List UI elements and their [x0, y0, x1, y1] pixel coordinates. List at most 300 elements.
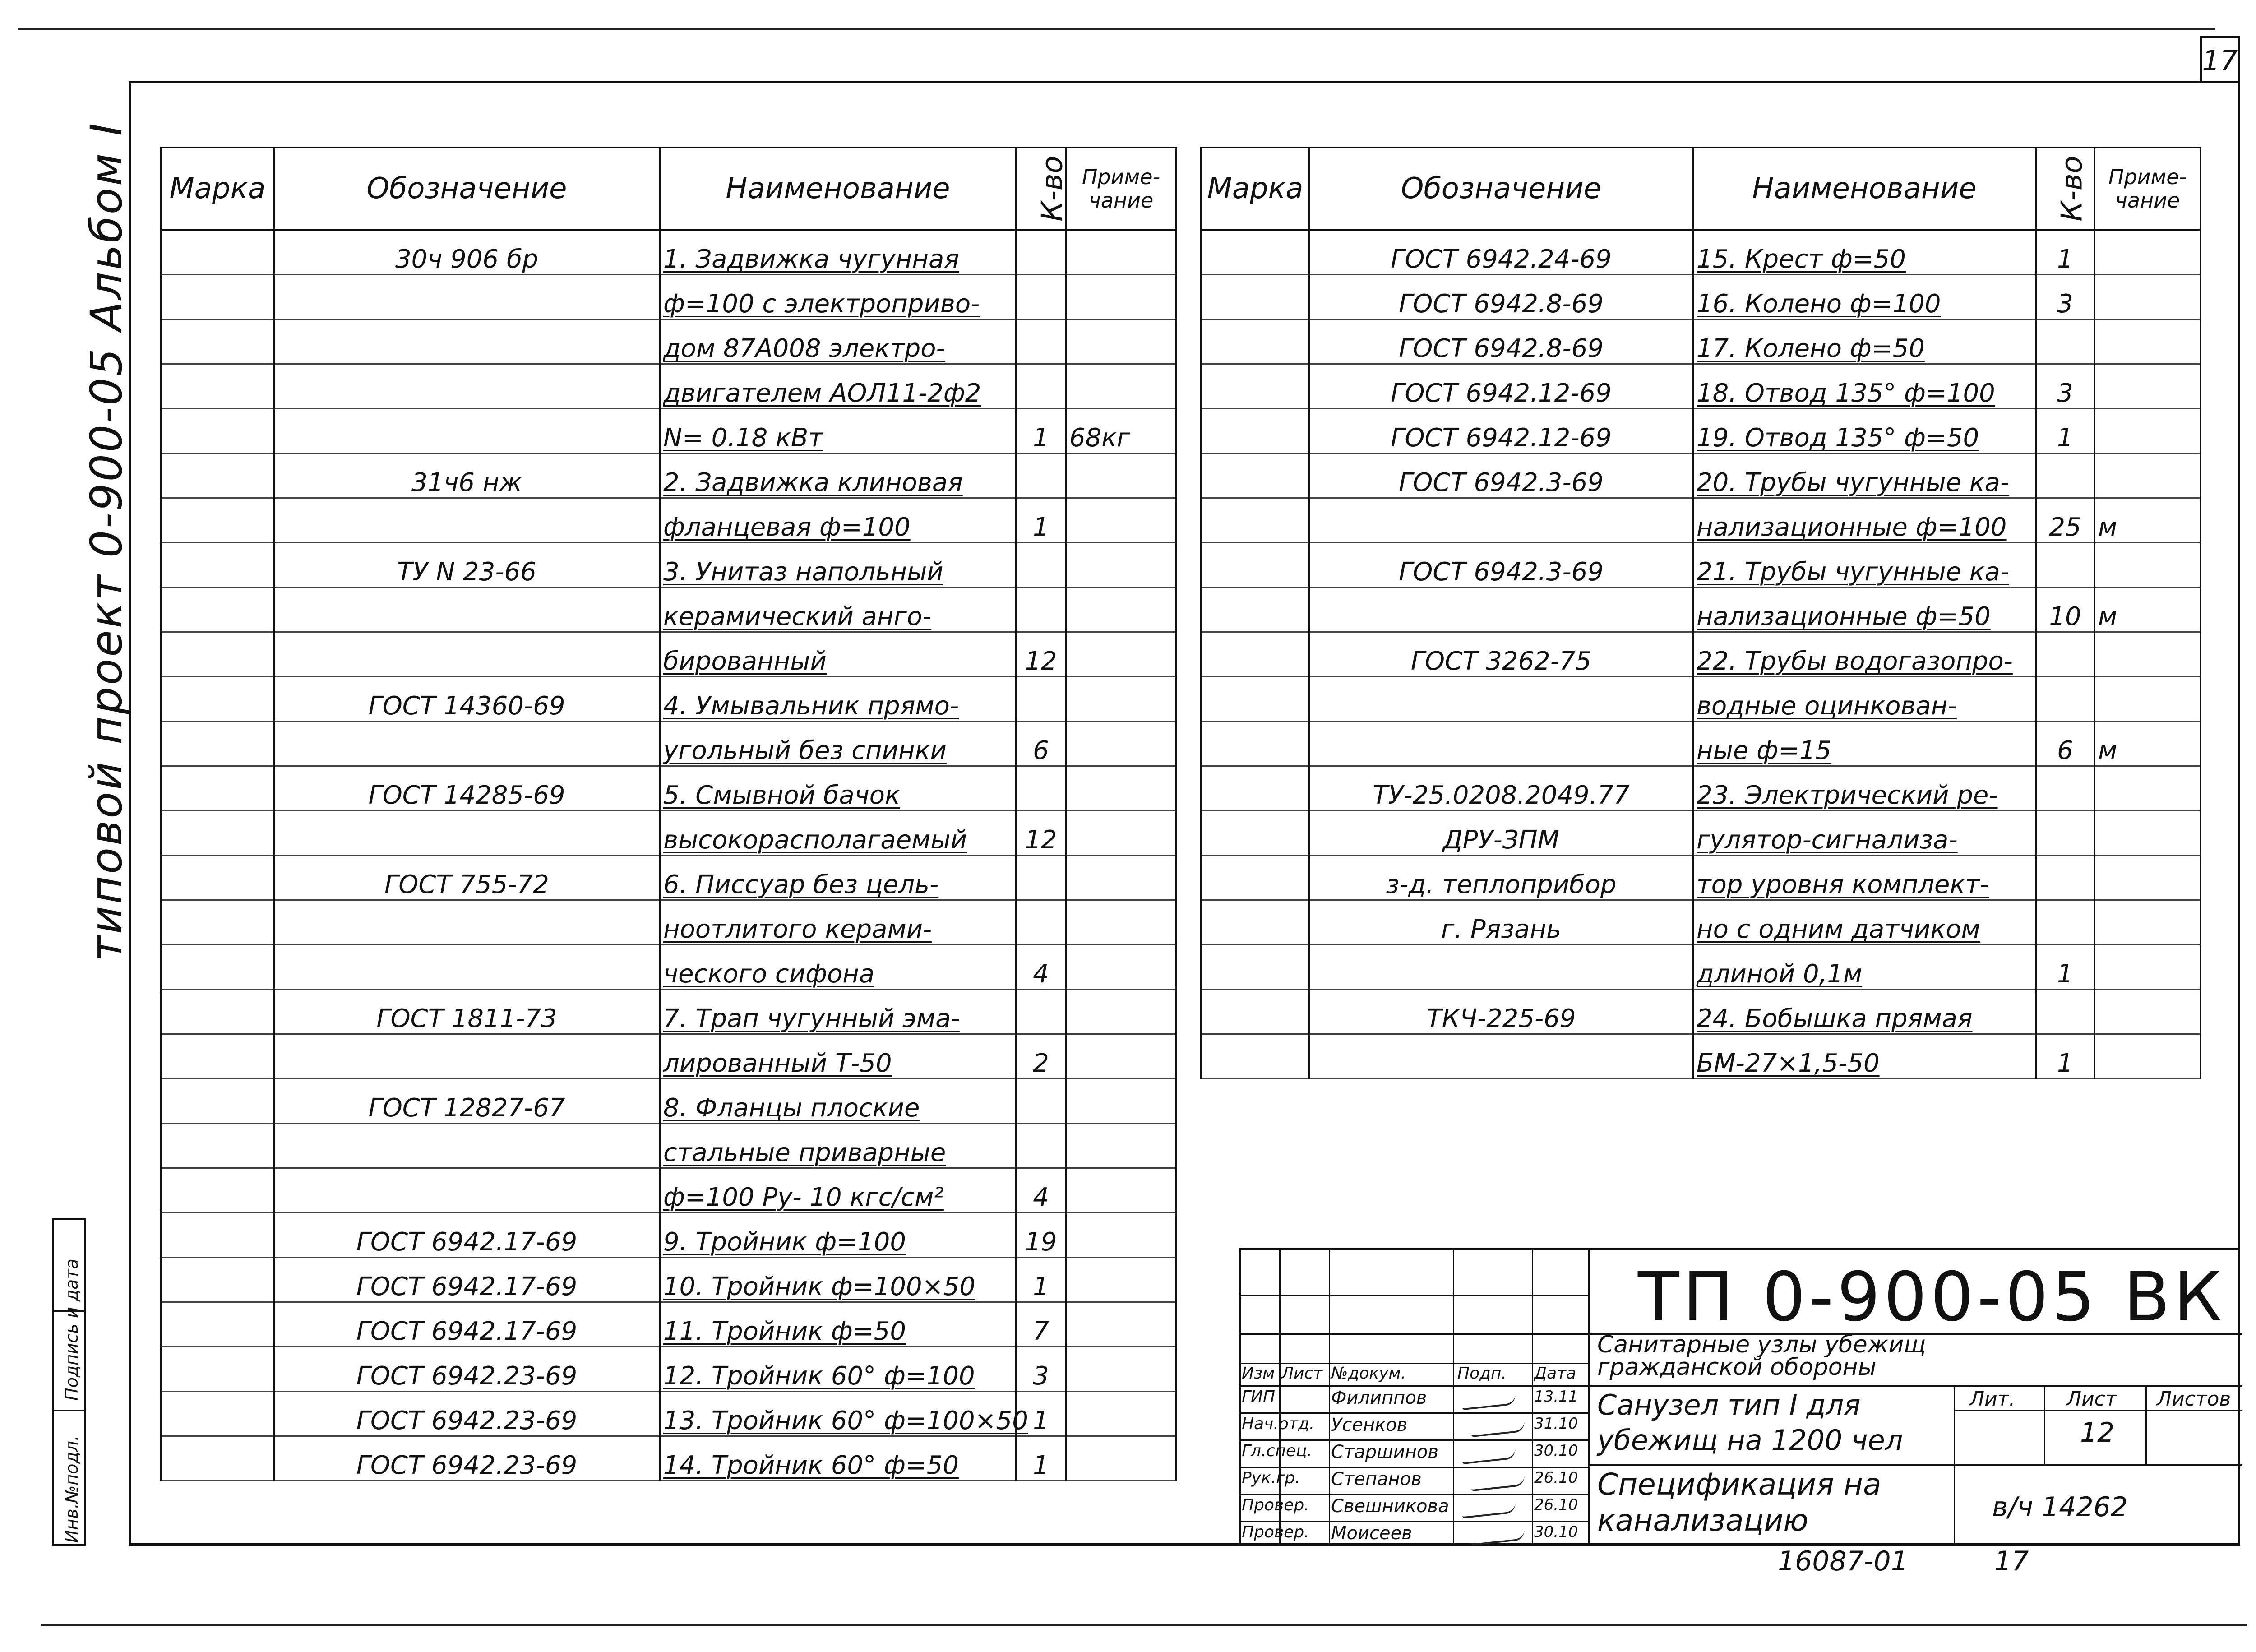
cell-kvo — [2036, 543, 2094, 588]
col-podp: Подп. — [1457, 1364, 1507, 1383]
cell-kvo: 1 — [1016, 498, 1066, 543]
cell-naimenovanie: стальные приварные — [660, 1124, 1016, 1168]
cell-primechanie — [2094, 230, 2201, 275]
cell-naimenovanie: 24. Бобышка прямая — [1693, 990, 2036, 1034]
table-row — [161, 722, 1176, 766]
cell-oboznachenie — [274, 275, 660, 319]
signer-date: 30.10 — [1534, 1442, 1578, 1460]
cell-kvo: 3 — [2036, 275, 2094, 319]
table-row — [161, 1302, 1176, 1347]
cell-naimenovanie: керамический анго- — [660, 588, 1016, 632]
cell-kvo: 2 — [1016, 1034, 1066, 1079]
cell-kvo — [2036, 900, 2094, 945]
cell-primechanie: 68кг — [1066, 409, 1176, 453]
cell-naimenovanie: угольный без спинки — [660, 722, 1016, 766]
cell-primechanie — [2094, 409, 2201, 453]
list-label: Лист — [2066, 1388, 2117, 1411]
cell-oboznachenie — [1309, 677, 1693, 722]
header-primechanie: Приме- чание — [1066, 148, 1176, 230]
table-row — [161, 588, 1176, 632]
cell-primechanie — [1066, 766, 1176, 811]
cell-primechanie: м — [2094, 498, 2201, 543]
signature-mark — [1470, 1529, 1526, 1546]
cell-marka — [161, 1213, 274, 1258]
cell-marka — [161, 275, 274, 319]
cell-marka — [1201, 588, 1309, 632]
cell-oboznachenie — [274, 900, 660, 945]
table-row — [1201, 498, 2201, 543]
cell-kvo — [1016, 364, 1066, 409]
cell-oboznachenie: ГОСТ 6942.17-69 — [274, 1302, 660, 1347]
cell-marka — [1201, 319, 1309, 364]
cell-marka — [161, 1168, 274, 1213]
cell-marka — [161, 1347, 274, 1392]
cell-kvo — [2036, 990, 2094, 1034]
table-row — [1201, 632, 2201, 677]
cell-kvo — [1016, 453, 1066, 498]
cell-primechanie — [2094, 811, 2201, 856]
cell-oboznachenie: ГОСТ 3262-75 — [1309, 632, 1693, 677]
spec-table-left — [160, 147, 1177, 1481]
cell-oboznachenie — [1309, 722, 1693, 766]
cell-marka — [1201, 1034, 1309, 1079]
cell-marka — [1201, 498, 1309, 543]
cell-marka — [161, 990, 274, 1034]
cell-kvo: 6 — [2036, 722, 2094, 766]
table-row — [161, 811, 1176, 856]
cell-naimenovanie: 4. Умывальник прямо- — [660, 677, 1016, 722]
table-row — [1201, 766, 2201, 811]
cell-primechanie — [2094, 632, 2201, 677]
signer-name: Моисеев — [1331, 1523, 1412, 1544]
cell-primechanie — [1066, 1347, 1176, 1392]
signer-date: 26.10 — [1534, 1469, 1578, 1487]
cell-oboznachenie — [274, 409, 660, 453]
col-izm: Изм — [1242, 1364, 1275, 1383]
cell-primechanie — [1066, 1213, 1176, 1258]
cell-oboznachenie: 30ч 906 бр — [274, 230, 660, 275]
table-row — [1201, 319, 2201, 364]
cell-oboznachenie: ГОСТ 6942.3-69 — [1309, 543, 1693, 588]
table-row — [1201, 945, 2201, 990]
cell-naimenovanie: высокорасполагаемый — [660, 811, 1016, 856]
cell-kvo — [1016, 588, 1066, 632]
cell-oboznachenie: ГОСТ 12827-67 — [274, 1079, 660, 1124]
cell-naimenovanie: N= 0.18 кВт — [660, 409, 1016, 453]
cell-marka — [1201, 364, 1309, 409]
cell-marka — [161, 230, 274, 275]
cell-kvo: 10 — [2036, 588, 2094, 632]
table-row — [161, 1392, 1176, 1436]
cell-kvo: 1 — [1016, 1436, 1066, 1481]
cell-oboznachenie: ГОСТ 14285-69 — [274, 766, 660, 811]
cell-marka — [161, 1392, 274, 1436]
table-row — [161, 1124, 1176, 1168]
album-title: типовой проект 0-900-05 Альбом I — [81, 121, 132, 961]
table-row — [1201, 543, 2201, 588]
cell-primechanie — [1066, 364, 1176, 409]
cell-oboznachenie — [274, 632, 660, 677]
signer-role: Провер. — [1242, 1496, 1309, 1514]
cell-marka — [161, 498, 274, 543]
cell-primechanie — [1066, 1034, 1176, 1079]
signer-name: Филиппов — [1331, 1388, 1427, 1408]
cell-marka — [161, 543, 274, 588]
cell-kvo — [1016, 766, 1066, 811]
cell-oboznachenie: ГОСТ 1811-73 — [274, 990, 660, 1034]
cell-primechanie — [2094, 677, 2201, 722]
cell-naimenovanie: 14. Тройник 60° ф=50 — [660, 1436, 1016, 1481]
cell-naimenovanie: тор уровня комплект- — [1693, 856, 2036, 900]
cell-oboznachenie: ТКЧ-225-69 — [1309, 990, 1693, 1034]
lit-label: Лит. — [1969, 1388, 2016, 1411]
table-row — [161, 1213, 1176, 1258]
cell-primechanie — [1066, 990, 1176, 1034]
table-row — [161, 409, 1176, 453]
top-cut-line — [18, 28, 2215, 30]
cell-oboznachenie — [274, 722, 660, 766]
left-stamp — [52, 1218, 86, 1546]
cell-primechanie — [1066, 1079, 1176, 1124]
cell-primechanie — [2094, 543, 2201, 588]
header-primechanie: Приме- чание — [2094, 148, 2201, 230]
order-number: 16087-01 — [1778, 1546, 1908, 1577]
table-row — [1201, 811, 2201, 856]
inventory-number: в/ч 14262 — [1992, 1491, 2128, 1523]
cell-primechanie — [1066, 632, 1176, 677]
cell-primechanie — [1066, 1436, 1176, 1481]
table-row — [1201, 900, 2201, 945]
cell-primechanie — [2094, 1034, 2201, 1079]
cell-marka — [1201, 990, 1309, 1034]
cell-kvo — [2036, 677, 2094, 722]
cell-naimenovanie: дом 87А008 электро- — [660, 319, 1016, 364]
cell-oboznachenie: ГОСТ 6942.17-69 — [274, 1213, 660, 1258]
cell-naimenovanie: ф=100 с электроприво- — [660, 275, 1016, 319]
cell-primechanie — [1066, 900, 1176, 945]
cell-marka — [161, 1436, 274, 1481]
table-row — [161, 1168, 1176, 1213]
cell-marka — [161, 364, 274, 409]
cell-oboznachenie: ГОСТ 6942.3-69 — [1309, 453, 1693, 498]
cell-marka — [161, 632, 274, 677]
cell-oboznachenie: ТУ N 23-66 — [274, 543, 660, 588]
cell-primechanie — [2094, 990, 2201, 1034]
cell-primechanie — [1066, 677, 1176, 722]
cell-marka — [1201, 900, 1309, 945]
cell-kvo — [2036, 453, 2094, 498]
signer-date: 31.10 — [1534, 1415, 1578, 1433]
stamp-inv-label: Инв.№подл. — [62, 1435, 82, 1543]
cell-oboznachenie — [1309, 1034, 1693, 1079]
signer-name: Усенков — [1331, 1415, 1408, 1435]
cell-primechanie — [1066, 453, 1176, 498]
cell-primechanie: м — [2094, 722, 2201, 766]
cell-marka — [161, 1302, 274, 1347]
cell-kvo: 7 — [1016, 1302, 1066, 1347]
cell-naimenovanie: 16. Колено ф=100 — [1693, 275, 2036, 319]
cell-naimenovanie: 3. Унитаз напольный — [660, 543, 1016, 588]
bottom-cut-line — [41, 1624, 2247, 1626]
cell-kvo: 1 — [2036, 945, 2094, 990]
listov-label: Листов — [2157, 1388, 2231, 1411]
cell-oboznachenie: ГОСТ 6942.17-69 — [274, 1258, 660, 1302]
cell-kvo — [1016, 990, 1066, 1034]
table-row — [1201, 230, 2201, 275]
col-data: Дата — [1534, 1364, 1576, 1383]
cell-kvo — [1016, 230, 1066, 275]
cell-kvo — [2036, 856, 2094, 900]
sheet-name: Санузел тип I для убежищ на 1200 чел — [1597, 1388, 1903, 1457]
table-row — [161, 632, 1176, 677]
cell-naimenovanie: нализационные ф=100 — [1693, 498, 2036, 543]
table-row — [1201, 453, 2201, 498]
cell-oboznachenie — [274, 588, 660, 632]
cell-marka — [1201, 811, 1309, 856]
signature-mark — [1461, 1394, 1516, 1410]
cell-primechanie — [2094, 364, 2201, 409]
table-row — [1201, 364, 2201, 409]
cell-oboznachenie — [1309, 945, 1693, 990]
sheet-number-box — [2200, 36, 2240, 81]
list-value: 12 — [2080, 1417, 2115, 1448]
table-row — [161, 1079, 1176, 1124]
signature-mark — [1461, 1502, 1516, 1518]
cell-kvo — [1016, 1124, 1066, 1168]
cell-naimenovanie: ные ф=15 — [1693, 722, 2036, 766]
cell-marka — [161, 722, 274, 766]
cell-marka — [161, 1034, 274, 1079]
cell-marka — [161, 945, 274, 990]
table-row — [161, 230, 1176, 275]
cell-oboznachenie — [274, 1124, 660, 1168]
cell-primechanie: м — [2094, 588, 2201, 632]
cell-naimenovanie: 13. Тройник 60° ф=100×50 — [660, 1392, 1016, 1436]
cell-naimenovanie: 5. Смывной бачок — [660, 766, 1016, 811]
cell-kvo — [1016, 319, 1066, 364]
cell-naimenovanie: 1. Задвижка чугунная — [660, 230, 1016, 275]
cell-marka — [1201, 677, 1309, 722]
cell-naimenovanie: бированный — [660, 632, 1016, 677]
signer-role: Гл.спец. — [1242, 1442, 1312, 1460]
cell-oboznachenie: ГОСТ 6942.23-69 — [274, 1347, 660, 1392]
cell-oboznachenie — [1309, 498, 1693, 543]
signer-name: Старшинов — [1331, 1442, 1438, 1462]
cell-oboznachenie — [274, 1168, 660, 1213]
cell-primechanie — [1066, 319, 1176, 364]
object-name: Санитарные узлы убежищ гражданской обороны — [1597, 1331, 1926, 1381]
table-row — [161, 364, 1176, 409]
cell-marka — [161, 453, 274, 498]
cell-kvo — [1016, 900, 1066, 945]
table-row — [161, 1347, 1176, 1392]
cell-primechanie — [1066, 1258, 1176, 1302]
signer-role: ГИП — [1242, 1388, 1276, 1406]
cell-kvo: 25 — [2036, 498, 2094, 543]
cell-primechanie — [1066, 1168, 1176, 1213]
cell-naimenovanie: 19. Отвод 135° ф=50 — [1693, 409, 2036, 453]
table-row — [161, 1034, 1176, 1079]
table-row — [1201, 409, 2201, 453]
signer-date: 26.10 — [1534, 1496, 1578, 1514]
cell-naimenovanie: 22. Трубы водогазопро- — [1693, 632, 2036, 677]
cell-marka — [161, 588, 274, 632]
table-row — [1201, 1034, 2201, 1079]
cell-kvo: 4 — [1016, 1168, 1066, 1213]
cell-marka — [1201, 453, 1309, 498]
cell-primechanie — [1066, 498, 1176, 543]
header-marka: Марка — [161, 148, 274, 230]
cell-kvo — [2036, 632, 2094, 677]
table-header — [161, 148, 1176, 230]
cell-naimenovanie: нализационные ф=50 — [1693, 588, 2036, 632]
signer-date: 30.10 — [1534, 1523, 1578, 1541]
cell-oboznachenie: ГОСТ 6942.12-69 — [1309, 364, 1693, 409]
signer-role: Провер. — [1242, 1523, 1309, 1541]
page-number: 17 — [1994, 1546, 2029, 1577]
cell-primechanie — [2094, 900, 2201, 945]
cell-kvo — [1016, 677, 1066, 722]
cell-naimenovanie: 15. Крест ф=50 — [1693, 230, 2036, 275]
cell-oboznachenie — [274, 498, 660, 543]
cell-oboznachenie: ГОСТ 6942.23-69 — [274, 1392, 660, 1436]
cell-kvo — [1016, 543, 1066, 588]
signer-role: Нач.отд. — [1242, 1415, 1315, 1433]
cell-kvo — [1016, 1079, 1066, 1124]
stamp-sign-label: Подпись и дата — [62, 1259, 82, 1401]
cell-naimenovanie: 6. Писсуар без цель- — [660, 856, 1016, 900]
header-oboznachenie: Обозначение — [274, 148, 660, 230]
document-code: ТП 0-900-05 ВК — [1638, 1258, 2226, 1337]
cell-naimenovanie: БМ-27×1,5-50 — [1693, 1034, 2036, 1079]
table-row — [1201, 588, 2201, 632]
cell-marka — [161, 677, 274, 722]
cell-naimenovanie: ноотлитого керами- — [660, 900, 1016, 945]
doc-name: Спецификация на канализацию — [1597, 1467, 1882, 1538]
cell-naimenovanie: гулятор-сигнализа- — [1693, 811, 2036, 856]
cell-marka — [161, 900, 274, 945]
cell-kvo: 1 — [2036, 409, 2094, 453]
cell-naimenovanie: 2. Задвижка клиновая — [660, 453, 1016, 498]
cell-primechanie — [1066, 722, 1176, 766]
cell-naimenovanie: 12. Тройник 60° ф=100 — [660, 1347, 1016, 1392]
cell-primechanie — [2094, 275, 2201, 319]
header-kvo: К-во — [2036, 148, 2094, 230]
table-row — [1201, 722, 2201, 766]
table-row — [161, 900, 1176, 945]
cell-kvo: 3 — [2036, 364, 2094, 409]
table-row — [161, 856, 1176, 900]
cell-oboznachenie — [274, 811, 660, 856]
cell-primechanie — [2094, 945, 2201, 990]
header-oboznachenie: Обозначение — [1309, 148, 1693, 230]
signer-date: 13.11 — [1534, 1388, 1578, 1406]
cell-marka — [1201, 856, 1309, 900]
cell-naimenovanie: 17. Колено ф=50 — [1693, 319, 2036, 364]
cell-primechanie — [1066, 811, 1176, 856]
table-row — [1201, 275, 2201, 319]
cell-primechanie — [1066, 1392, 1176, 1436]
header-naimenovanie: Наименование — [1693, 148, 2036, 230]
spec-table-right — [1200, 147, 2201, 1079]
signer-name: Степанов — [1331, 1469, 1422, 1490]
cell-marka — [161, 1124, 274, 1168]
cell-marka — [1201, 722, 1309, 766]
cell-kvo: 1 — [2036, 1034, 2094, 1079]
cell-primechanie — [1066, 1302, 1176, 1347]
signature-mark — [1461, 1448, 1516, 1464]
cell-primechanie — [2094, 766, 2201, 811]
cell-marka — [161, 409, 274, 453]
cell-kvo — [1016, 856, 1066, 900]
cell-oboznachenie: ГОСТ 6942.12-69 — [1309, 409, 1693, 453]
col-list: Лист — [1281, 1364, 1323, 1383]
cell-naimenovanie: лированный Т-50 — [660, 1034, 1016, 1079]
cell-marka — [161, 1258, 274, 1302]
table-row — [1201, 856, 2201, 900]
table-row — [161, 543, 1176, 588]
cell-oboznachenie: ГОСТ 6942.8-69 — [1309, 275, 1693, 319]
col-nomer-dokum: №докум. — [1331, 1364, 1406, 1383]
cell-naimenovanie: 9. Тройник ф=100 — [660, 1213, 1016, 1258]
table-row — [161, 990, 1176, 1034]
table-row — [161, 677, 1176, 722]
cell-naimenovanie: водные оцинкован- — [1693, 677, 2036, 722]
cell-naimenovanie: фланцевая ф=100 — [660, 498, 1016, 543]
cell-kvo — [2036, 766, 2094, 811]
cell-marka — [1201, 632, 1309, 677]
cell-kvo: 12 — [1016, 632, 1066, 677]
cell-marka — [1201, 275, 1309, 319]
cell-oboznachenie: г. Рязань — [1309, 900, 1693, 945]
cell-naimenovanie: 11. Тройник ф=50 — [660, 1302, 1016, 1347]
cell-marka — [161, 766, 274, 811]
cell-kvo: 3 — [1016, 1347, 1066, 1392]
cell-naimenovanie: ческого сифона — [660, 945, 1016, 990]
cell-primechanie — [2094, 453, 2201, 498]
cell-oboznachenie: ГОСТ 6942.8-69 — [1309, 319, 1693, 364]
cell-oboznachenie — [1309, 588, 1693, 632]
cell-kvo — [2036, 811, 2094, 856]
sheet-number: 17 — [2202, 44, 2238, 77]
table-row — [161, 1258, 1176, 1302]
cell-oboznachenie: ГОСТ 6942.23-69 — [274, 1436, 660, 1481]
signer-role: Рук.гр. — [1242, 1469, 1300, 1487]
cell-kvo: 1 — [1016, 1258, 1066, 1302]
signature-mark — [1470, 1475, 1526, 1491]
cell-kvo: 19 — [1016, 1213, 1066, 1258]
cell-oboznachenie: ТУ-25.0208.2049.77 — [1309, 766, 1693, 811]
cell-marka — [1201, 543, 1309, 588]
cell-oboznachenie: 31ч6 нж — [274, 453, 660, 498]
table-header — [1201, 148, 2201, 230]
cell-marka — [1201, 230, 1309, 275]
cell-kvo: 1 — [1016, 1392, 1066, 1436]
cell-marka — [1201, 409, 1309, 453]
cell-marka — [161, 319, 274, 364]
cell-naimenovanie: 8. Фланцы плоские — [660, 1079, 1016, 1124]
cell-primechanie — [1066, 1124, 1176, 1168]
cell-naimenovanie: ф=100 Ру- 10 кгс/см² — [660, 1168, 1016, 1213]
cell-marka — [161, 811, 274, 856]
cell-primechanie — [1066, 543, 1176, 588]
cell-kvo — [2036, 319, 2094, 364]
cell-kvo: 1 — [2036, 230, 2094, 275]
table-row — [161, 766, 1176, 811]
cell-marka — [1201, 945, 1309, 990]
cell-naimenovanie: 7. Трап чугунный эма- — [660, 990, 1016, 1034]
cell-naimenovanie: 21. Трубы чугунные ка- — [1693, 543, 2036, 588]
